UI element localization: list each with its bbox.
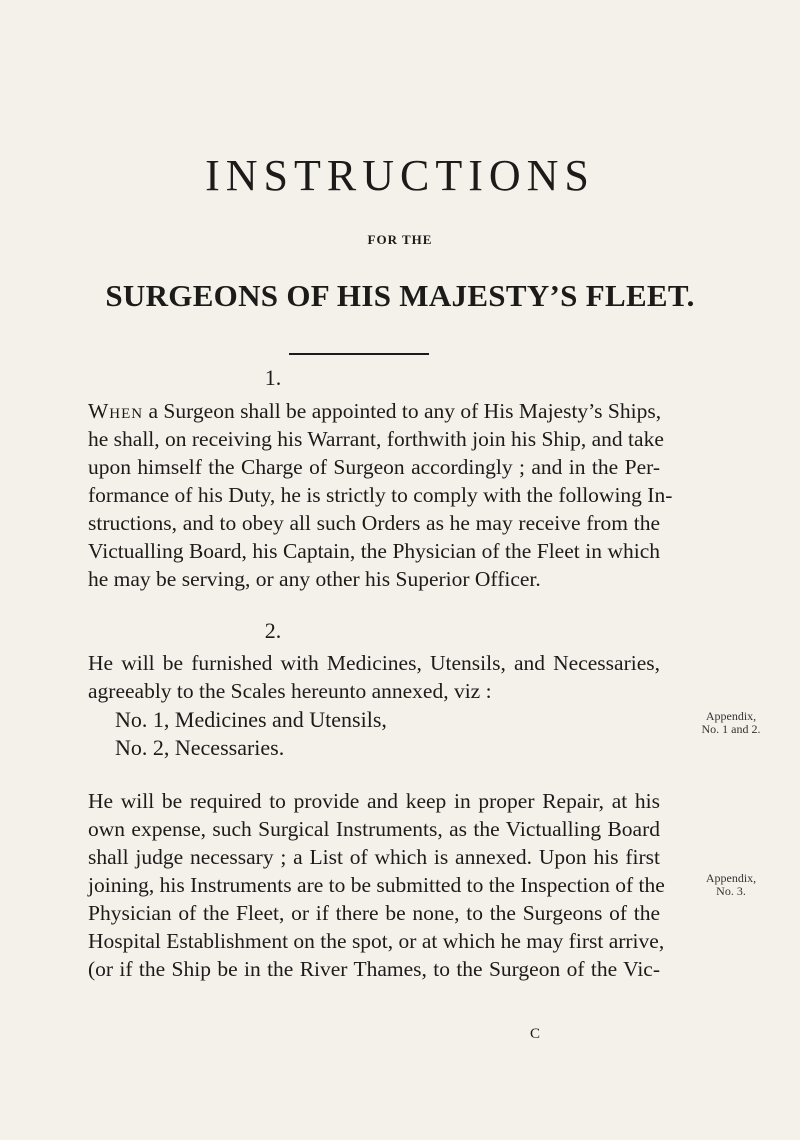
section-number-1: 1. (264, 365, 282, 390)
list-item: No. 2, Necessaries. (115, 735, 285, 760)
margin-note-appendix-3 (681, 872, 781, 898)
page-subtitle: SURGEONS OF HIS MAJESTY’S FLEET. (105, 278, 695, 313)
appendix-list (115, 706, 387, 762)
paragraph-line: Victualling Board, his Captain, the Physician of the Fleet in which (88, 539, 660, 563)
margin-note-line: No. 1 and 2. (701, 722, 761, 736)
margin-note-line: Appendix, (705, 709, 757, 723)
paragraph-line: He will be furnished with Medicines, Utensils, and Necessaries, (88, 651, 660, 675)
paragraph-line: Hospital Establishment on the spot, or at which he may first arrive, (88, 929, 665, 953)
margin-note-line: No. 3. (716, 884, 746, 898)
paragraph-line: formance of his Duty, he is strictly to comply with the following In- (88, 483, 673, 507)
margin-note-appendix-1-2 (681, 710, 781, 736)
signature-mark: C (530, 1026, 541, 1042)
paragraph-line: he shall, on receiving his Warrant, forthwith join his Ship, and take (88, 427, 664, 451)
paragraph-line: upon himself the Charge of Surgeon accordingly ; and in the Per- (88, 455, 660, 479)
section-1-paragraph (88, 397, 673, 593)
paragraph-line: agreeably to the Scales hereunto annexed, viz : (88, 679, 492, 703)
paragraph-line: structions, and to obey all such Orders as he may receive from the (88, 511, 660, 535)
margin-note-line: Appendix, (705, 871, 757, 885)
title-divider (289, 353, 429, 355)
paragraph-line: When a Surgeon shall be appointed to any of His Majesty’s Ships, (88, 399, 662, 423)
page-title: INSTRUCTIONS (205, 151, 595, 200)
lead-word: When (88, 399, 144, 423)
paragraph-line: he may be serving, or any other his Superior Officer. (88, 567, 541, 591)
section-number-2: 2. (264, 618, 282, 643)
paragraph-line: own expense, such Surgical Instruments, as the Victualling Board (88, 817, 660, 841)
paragraph-line: joining, his Instruments are to be submitted to the Inspection of the (88, 873, 665, 897)
section-2-paragraph (88, 649, 660, 705)
paragraph-line: Physician of the Fleet, or if there be none, to the Surgeons of the (88, 901, 660, 925)
section-3-paragraph (88, 787, 665, 983)
title-connector: FOR THE (367, 232, 433, 247)
paragraph-line: shall judge necessary ; a List of which is annexed. Upon his first (88, 845, 660, 869)
paragraph-line: He will be required to provide and keep in proper Repair, at his (88, 789, 660, 813)
paragraph-line: (or if the Ship be in the River Thames, to the Surgeon of the Vic- (88, 957, 660, 981)
list-item: No. 1, Medicines and Utensils, (115, 707, 387, 732)
